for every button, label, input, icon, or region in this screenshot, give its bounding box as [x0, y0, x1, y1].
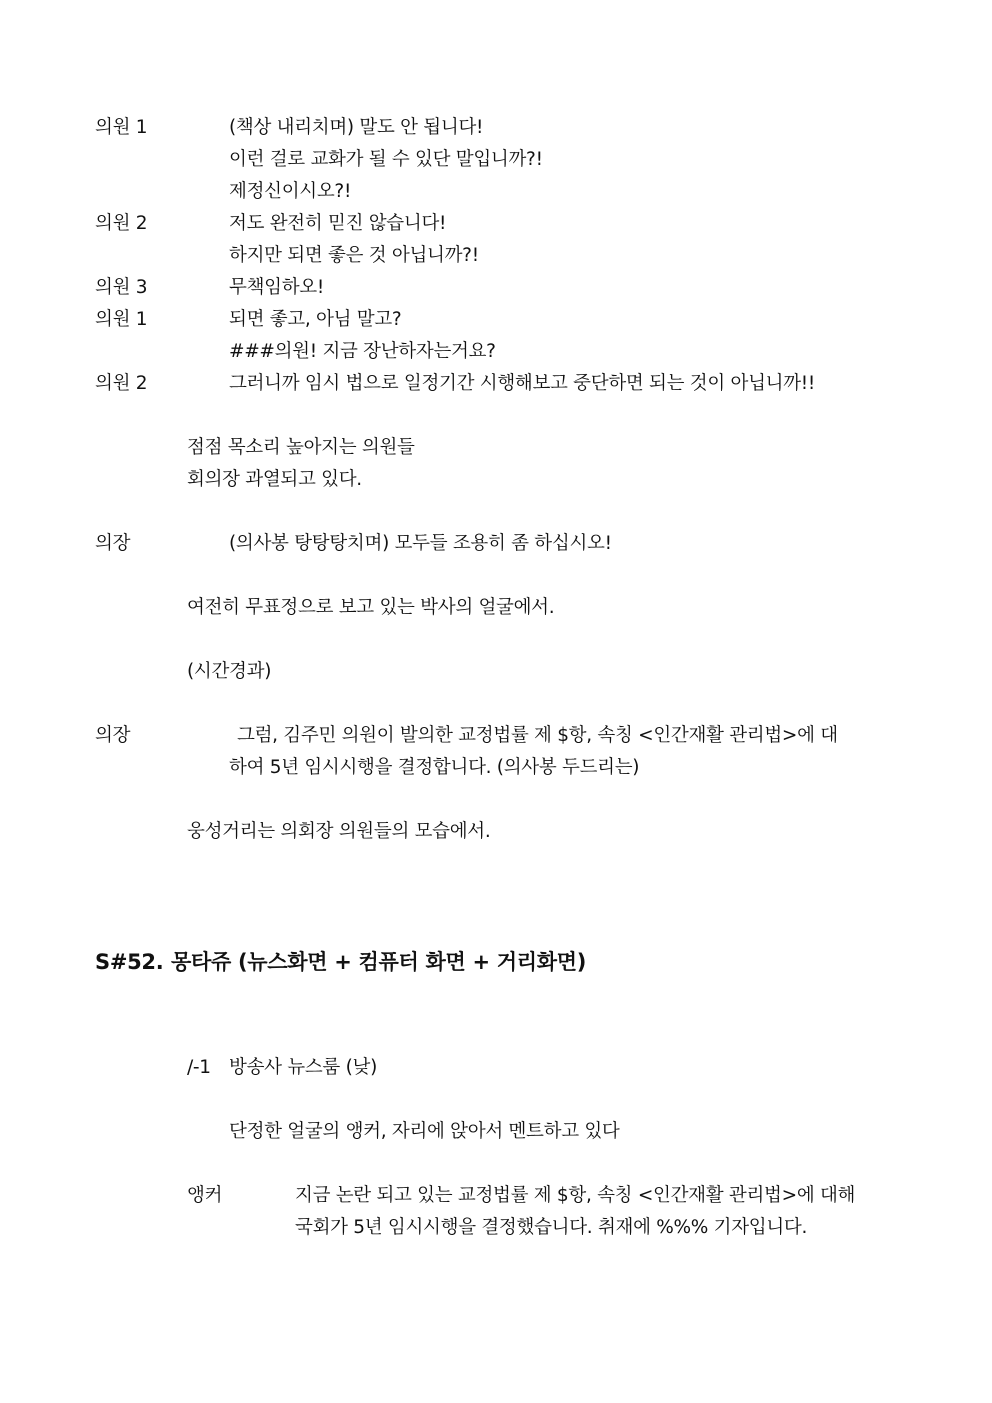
speaker-label: 의원 3 — [95, 277, 148, 298]
dialogue-line: 그럼, 김주민 의원이 발의한 교정법률 제 $항, 속칭 <인간재활 관리법>에 대 — [237, 725, 838, 746]
dialogue-line: 하여 5년 임시시행을 결정합니다. (의사봉 두드리는) — [229, 757, 640, 778]
dialogue-line: 제정신이시오?! — [229, 181, 352, 202]
speaker-label: 의원 1 — [95, 117, 148, 138]
sub-scene-label: /-1 — [187, 1057, 211, 1078]
sub-scene-location: 방송사 뉴스룸 (낮) — [229, 1057, 377, 1078]
dialogue-line: 되면 좋고, 아님 말고? — [229, 309, 402, 330]
speaker-label: 의장 — [95, 725, 131, 746]
dialogue-line: 하지만 되면 좋은 것 아닙니까?! — [229, 245, 479, 266]
dialogue-line: 그러니까 임시 법으로 일정기간 시행해보고 중단하면 되는 것이 아닙니까!! — [229, 373, 816, 394]
speaker-label: 의장 — [95, 533, 131, 554]
scene-heading — [95, 948, 586, 976]
dialogue-line: 지금 논란 되고 있는 교정법률 제 $항, 속칭 <인간재활 관리법>에 대해 — [295, 1185, 856, 1206]
action-line: 여전히 무표정으로 보고 있는 박사의 얼굴에서. — [187, 597, 555, 618]
dialogue-line: (책상 내리치며) 말도 안 됩니다! — [229, 117, 484, 138]
dialogue-line: 국회가 5년 임시시행을 결정했습니다. 취재에 %%% 기자입니다. — [295, 1217, 808, 1238]
speaker-label: 의원 2 — [95, 213, 148, 234]
dialogue-line: (의사봉 탕탕탕치며) 모두들 조용히 좀 하십시오! — [229, 533, 612, 554]
action-line: 회의장 과열되고 있다. — [187, 469, 362, 490]
action-line: (시간경과) — [187, 661, 272, 682]
action-line: 웅성거리는 의회장 의원들의 모습에서. — [187, 821, 491, 842]
dialogue-line: ###의원! 지금 장난하자는거요? — [229, 341, 496, 362]
dialogue-line: 무책임하오! — [229, 277, 324, 298]
speaker-label: 앵커 — [187, 1185, 223, 1206]
scene-number: S#52. — [95, 950, 164, 974]
dialogue-line: 저도 완전히 믿진 않습니다! — [229, 213, 447, 234]
action-line: 점점 목소리 높아지는 의원들 — [187, 437, 415, 458]
scene-title: 몽타쥬 (뉴스화면 + 컴퓨터 화면 + 거리화면) — [171, 950, 587, 974]
speaker-label: 의원 2 — [95, 373, 148, 394]
speaker-label: 의원 1 — [95, 309, 148, 330]
scene-description: 단정한 얼굴의 앵커, 자리에 앉아서 멘트하고 있다 — [229, 1121, 620, 1142]
dialogue-line: 이런 걸로 교화가 될 수 있단 말입니까?! — [229, 149, 543, 170]
